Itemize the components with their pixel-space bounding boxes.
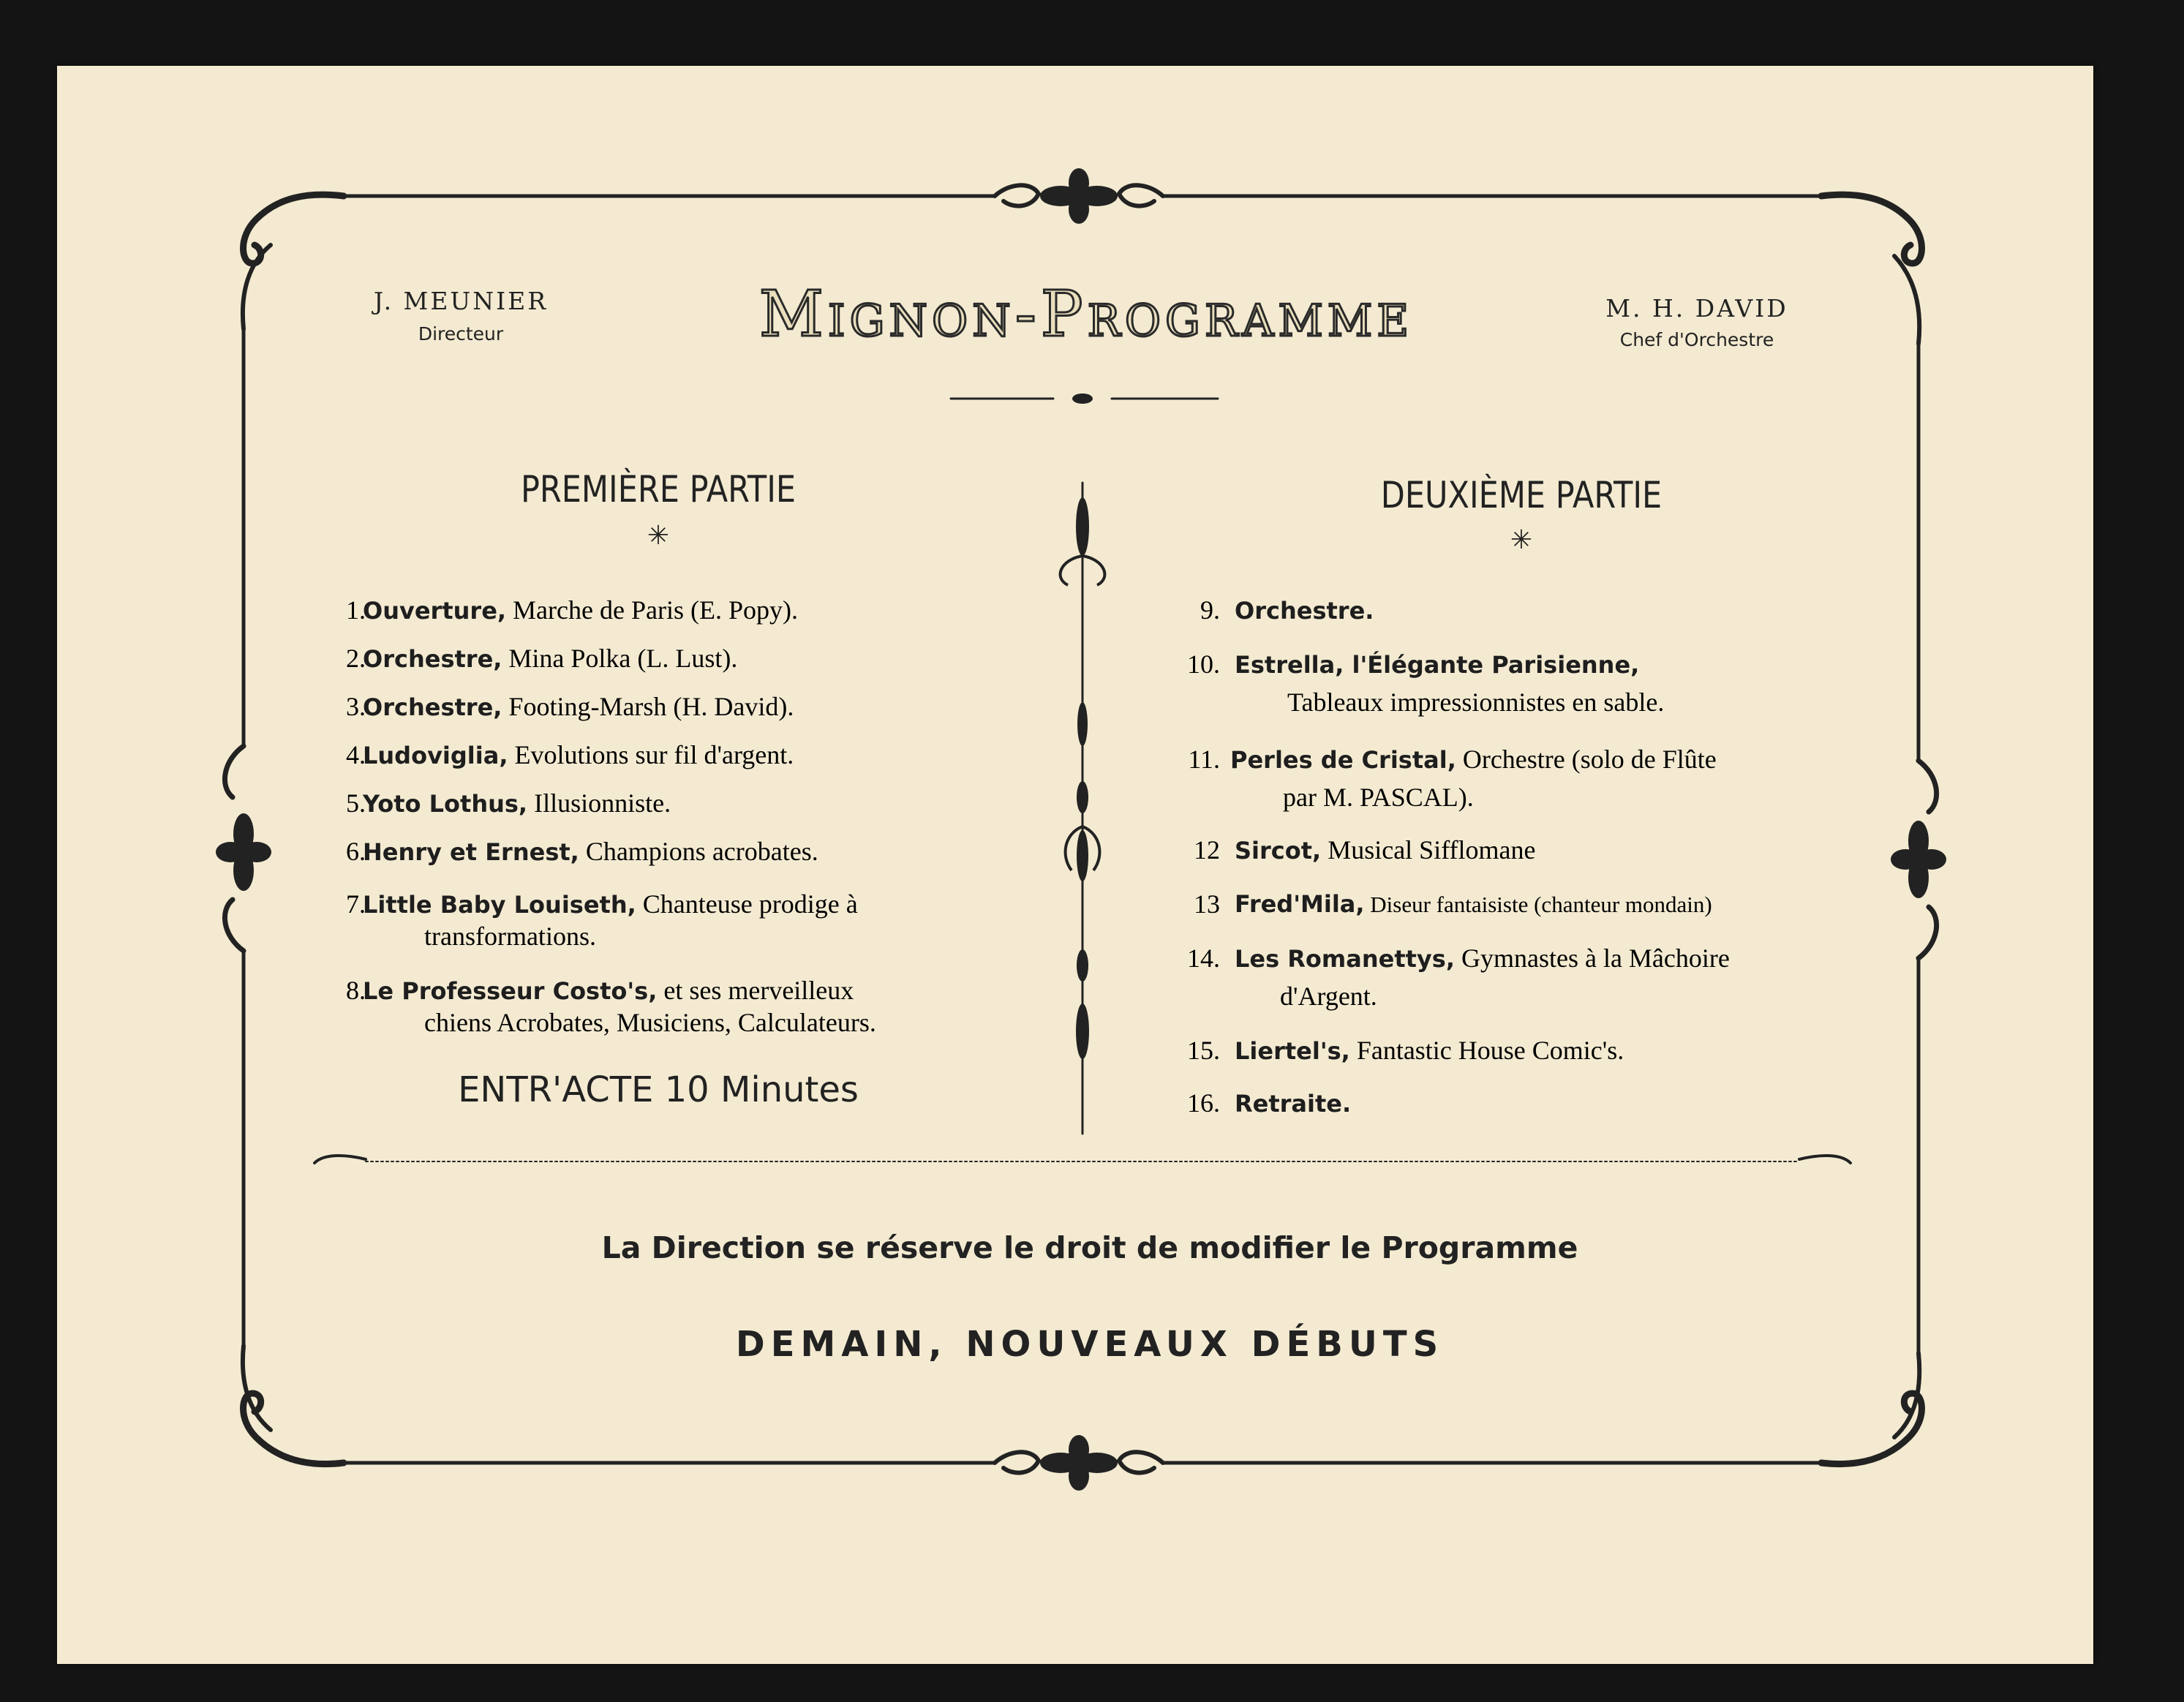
part2-ornament-icon: ✳ (1510, 525, 1533, 555)
conductor-role: Chef d'Orchestre (1619, 329, 1774, 350)
part2-title: DEUXIÈME PARTIE (1380, 474, 1663, 516)
director-name: J. MEUNIER (373, 287, 549, 315)
direction-notice: La Direction se réserve le droit de modifier le Programme (601, 1230, 1578, 1265)
part1-ornament-icon: ✳ (647, 521, 670, 551)
director-role: Directeur (418, 323, 504, 344)
conductor-name: M. H. DAVID (1605, 294, 1788, 323)
tomorrow-announcement: DEMAIN, NOUVEAUX DÉBUTS (735, 1324, 1445, 1365)
intermission-note: ENTR'ACTE 10 Minutes (458, 1069, 859, 1110)
page-title: Mignon-Programme (758, 278, 1414, 351)
part1-title: PREMIÈRE PARTIE (520, 468, 797, 511)
